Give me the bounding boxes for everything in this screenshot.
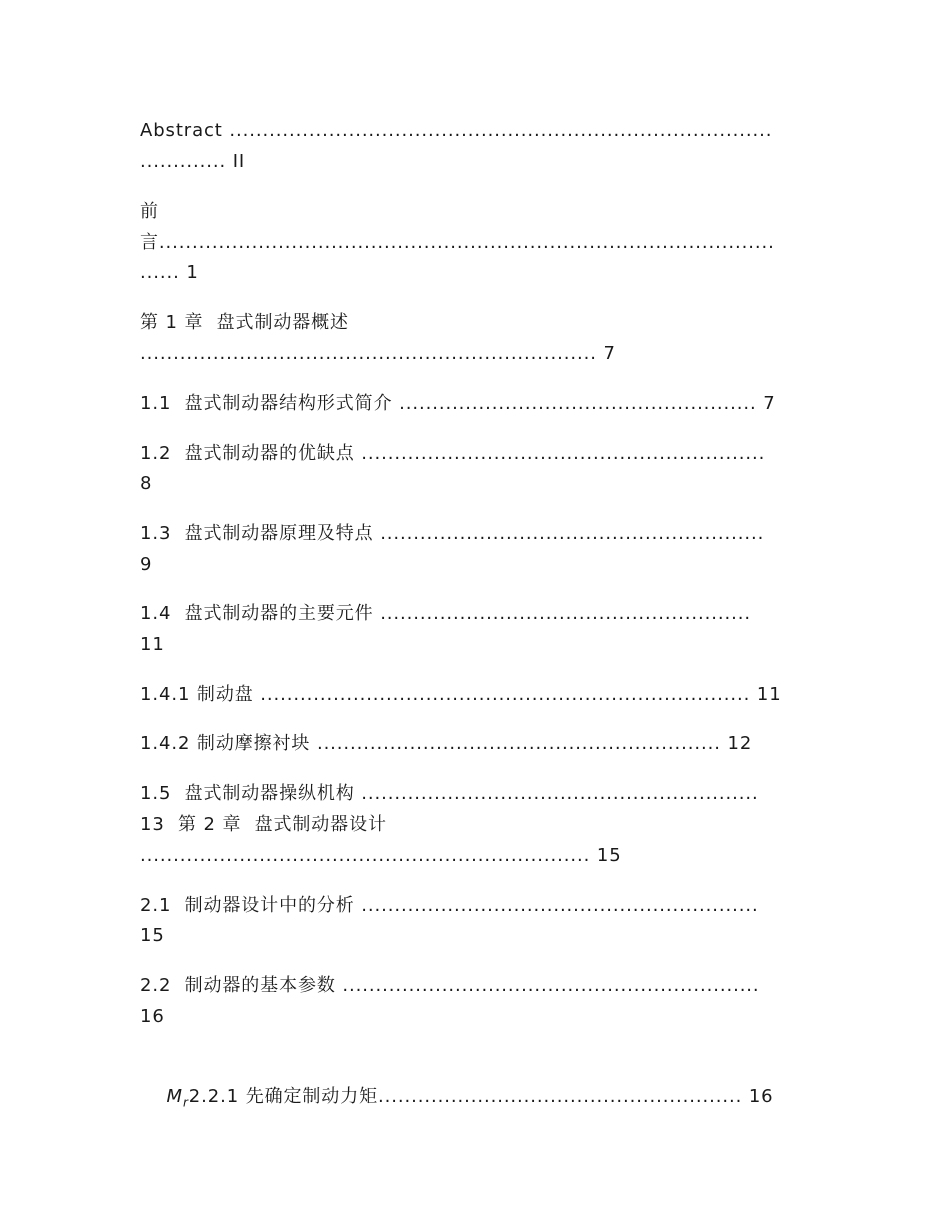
toc-section-1-2[interactable]: 1.2 盘式制动器的优缺点 .............................................................	[140, 443, 766, 464]
toc-chapter1-title[interactable]: 第 1 章 盘式制动器概述	[140, 312, 349, 333]
math-subscript-r: r	[182, 1095, 189, 1110]
toc-section-2-2[interactable]: 2.2 制动器的基本参数 ...............................................................	[140, 975, 760, 996]
toc-abstract-line2[interactable]: ............. II	[140, 151, 246, 172]
toc-chapter1-leader[interactable]: ..................................................................... 7	[140, 343, 616, 364]
toc-preface-line2[interactable]: 言.............................................................................................	[140, 232, 775, 253]
toc-section-1-4-2[interactable]: 1.4.2 制动摩擦衬块 ............................................................. 12	[140, 733, 753, 754]
math-symbol-m: $M_r$	[166, 1086, 189, 1110]
toc-section-1-5-page-chapter2[interactable]: 13 第 2 章 盘式制动器设计	[140, 814, 387, 835]
toc-section-1-4-1[interactable]: 1.4.1 制动盘 .......................................................................... 11	[140, 684, 782, 705]
toc-section-1-2-page[interactable]: 8	[140, 473, 153, 494]
toc-section-1-4-page[interactable]: 11	[140, 634, 165, 655]
toc-section-2-1-page[interactable]: 15	[140, 925, 165, 946]
toc-preface-line3[interactable]: ...... 1	[140, 262, 199, 283]
toc-section-1-3[interactable]: 1.3 盘式制动器原理及特点 ..........................................................	[140, 523, 765, 544]
toc-section-2-2-1[interactable]	[140, 1052, 774, 1148]
toc-section-2-2-page[interactable]: 16	[140, 1006, 165, 1027]
toc-section-2-2-1-text: 2.2.1 先确定制动力矩....................................................... 16	[188, 1086, 774, 1107]
toc-section-1-1[interactable]: 1.1 盘式制动器结构形式简介 ...................................................... 7	[140, 393, 776, 414]
toc-preface-line1[interactable]: 前	[140, 201, 159, 222]
toc-section-2-1[interactable]: 2.1 制动器设计中的分析 ............................................................	[140, 895, 759, 916]
toc-section-1-5[interactable]: 1.5 盘式制动器操纵机构 ............................................................	[140, 783, 759, 804]
toc-chapter2-leader[interactable]: .................................................................... 15	[140, 845, 622, 866]
toc-section-1-3-page[interactable]: 9	[140, 554, 153, 575]
toc-section-1-4[interactable]: 1.4 盘式制动器的主要元件 ........................................................	[140, 603, 752, 624]
toc-abstract-line1[interactable]: Abstract ..................................................................................	[140, 120, 773, 141]
